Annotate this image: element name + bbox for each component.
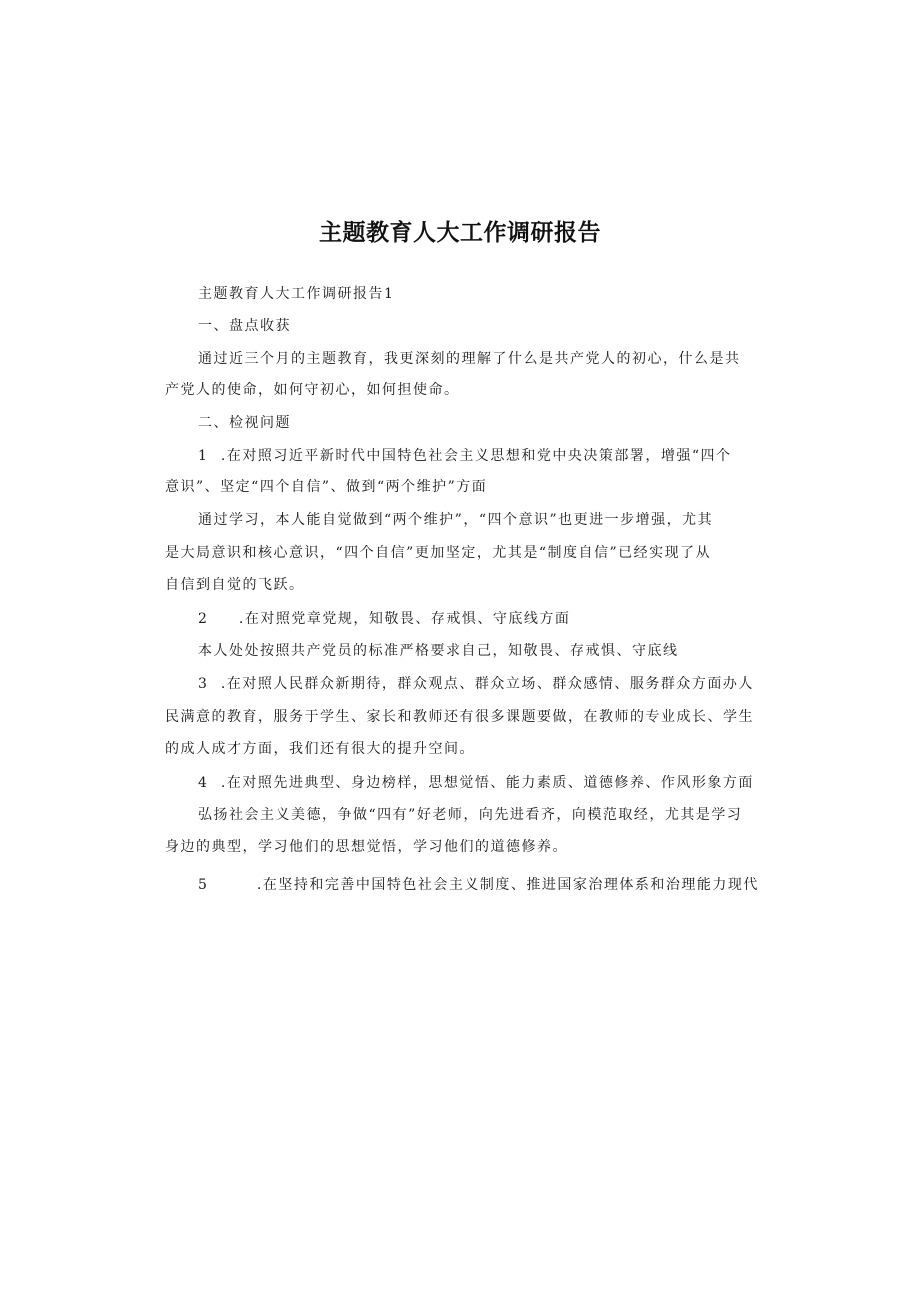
section-heading-harvest: 一、盘点收获 (198, 318, 291, 334)
list-item-text: .在坚持和完善中国特色社会主义制度、推进国家治理体系和治理能力现代 (256, 877, 759, 893)
paragraph-line: 通过学习，本人能自觉做到“两个维护”，“四个意识”也更进一步增强，尤其 (198, 512, 714, 528)
paragraph-line: 产党人的使命，如何守初心，如何担使命。 (165, 382, 460, 398)
list-number: 5 (198, 877, 207, 893)
list-number: 3 (198, 676, 207, 692)
list-item-5-line (198, 875, 759, 895)
list-item-text: .在对照先进典型、身边榜样，思想觉悟、能力素质、道德修养、作风形象方面 (220, 775, 754, 791)
list-item-4-line (198, 773, 754, 793)
list-item-2-line (198, 609, 570, 629)
paragraph-line: 弘扬社会主义美德，争做“四有”好老师，向先进看齐，向模范取经，尤其是学习 (198, 807, 743, 823)
paragraph-line: 自信到自觉的飞跃。 (165, 577, 305, 593)
paragraph-line: 通过近三个月的主题教育，我更深刻的理解了什么是共产党人的初心，什么是共 (198, 351, 741, 367)
paragraph-line: 意识”、坚定“四个自信”、做到“两个维护”方面 (165, 479, 488, 495)
paragraph-line: 本人处处按照共产党员的标准严格要求自己，知敬畏、存戒惧、守底线 (198, 643, 679, 659)
list-number: 2 (198, 611, 207, 627)
list-item-1-line (198, 446, 731, 466)
paragraph-line: 是大局意识和核心意识，“四个自信”更加坚定，尤其是“制度自信”已经实现了从 (165, 545, 712, 561)
list-item-text: .在对照习近平新时代中国特色社会主义思想和党中央决策部署，增强“四个 (220, 448, 732, 464)
section-heading-issues: 二、检视问题 (198, 415, 291, 431)
list-item-3-line (198, 674, 754, 694)
paragraph-line: 身边的典型，学习他们的思想觉悟，学习他们的道德修养。 (165, 839, 568, 855)
report-subtitle: 主题教育人大工作调研报告1 (198, 286, 395, 302)
paragraph-line: 民满意的教育，服务于学生、家长和教师还有很多课题要做，在教师的专业成长、学生 (165, 709, 754, 725)
list-item-text: .在对照党章党规，知敬畏、存戒惧、守底线方面 (238, 611, 571, 627)
list-number: 4 (198, 775, 207, 791)
paragraph-line: 的成人成才方面，我们还有很大的提升空间。 (165, 741, 475, 757)
document-title: 主题教育人大工作调研报告 (319, 220, 601, 246)
list-item-text: .在对照人民群众新期待，群众观点、群众立场、群众感情、服务群众方面办人 (220, 676, 754, 692)
list-number: 1 (198, 448, 207, 464)
